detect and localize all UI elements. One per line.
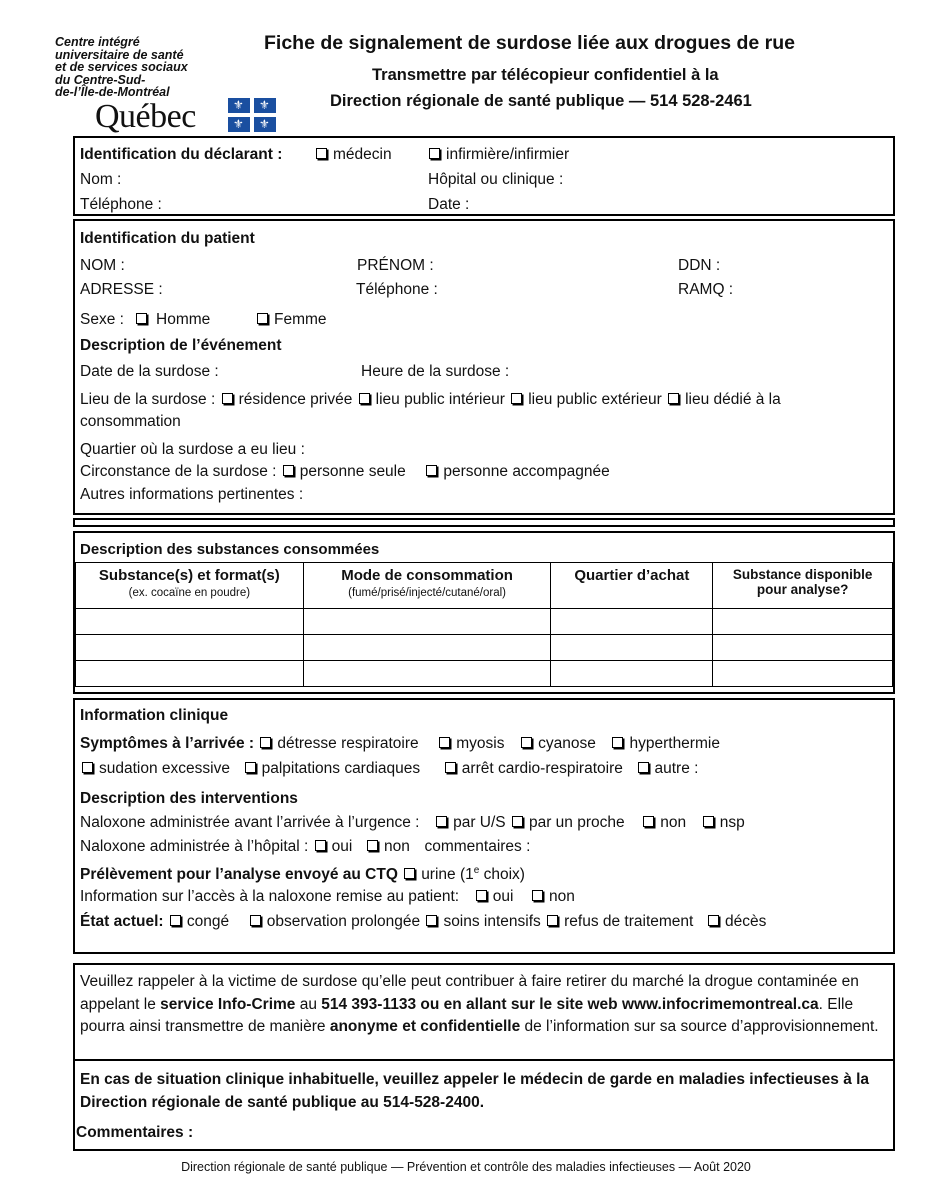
conge-checkbox[interactable]: [170, 915, 181, 926]
circonstance-row: Circonstance de la surdose : personne seule personne accompagnée: [80, 463, 610, 480]
table-header-row: [76, 563, 893, 609]
lieu-surdose-row: Lieu de la surdose : résidence privée lieu public intérieur lieu public extérieur lieu dédié à la: [80, 391, 781, 408]
organization-name: Centre intégré universitaire de santé et de services sociaux du Centre-Sud- de-l’Île-de-Montréal: [55, 35, 188, 99]
patient-ramq-field[interactable]: RAMQ :: [678, 281, 734, 298]
col-disponible: Substance disponible pour analyse?: [713, 563, 893, 609]
patient-ddn-field[interactable]: DDN :: [678, 257, 721, 274]
nsp-checkbox[interactable]: [703, 816, 714, 827]
residence-checkbox[interactable]: [222, 393, 233, 404]
par-us-checkbox[interactable]: [436, 816, 447, 827]
symptomes-row-2: sudation excessive palpitations cardiaques arrêt cardio-respiratoire autre :: [80, 760, 698, 778]
par-proche-checkbox[interactable]: [512, 816, 523, 827]
heure-surdose-field[interactable]: Heure de la surdose :: [361, 363, 510, 380]
dedie-checkbox[interactable]: [668, 393, 679, 404]
medecin-checkbox[interactable]: [316, 148, 327, 159]
seule-checkbox[interactable]: [283, 465, 294, 476]
commentaires-field[interactable]: commentaires :: [424, 838, 531, 855]
myosis-checkbox[interactable]: [439, 737, 450, 748]
cyanose-checkbox[interactable]: [521, 737, 532, 748]
quartier-field[interactable]: Quartier où la surdose a eu lieu :: [80, 441, 305, 458]
substances-table: [75, 562, 893, 687]
table-row[interactable]: [76, 609, 893, 635]
patient-nom-field[interactable]: NOM :: [80, 257, 125, 274]
sexe-label: Sexe :: [80, 311, 124, 328]
sudation-checkbox[interactable]: [82, 762, 93, 773]
col-quartier: Quartier d’achat: [551, 563, 713, 609]
observation-checkbox[interactable]: [250, 915, 261, 926]
naloxone-hopital-row: Naloxone administrée à l’hôpital : oui non commentaires :: [80, 838, 531, 855]
page-title: Fiche de signalement de surdose liée aux drogues de rue: [264, 32, 795, 54]
etat-actuel-row: État actuel: congé observation prolongée soins intensifs refus de traitement décès: [80, 913, 767, 930]
deces-checkbox[interactable]: [708, 915, 719, 926]
autre-checkbox[interactable]: [638, 762, 649, 773]
subtitle-line-1: Transmettre par télécopieur confidentiel à la: [372, 66, 719, 84]
contact-text: En cas de situation clinique inhabituelle, veuillez appeler le médecin de garde en maladies infectieuses à la Direction régionale de santé publique au 514-528-2400.: [80, 1071, 870, 1111]
hyperthermie-checkbox[interactable]: [612, 737, 623, 748]
table-row[interactable]: [76, 635, 893, 661]
interieur-checkbox[interactable]: [359, 393, 370, 404]
femme-checkbox[interactable]: [257, 313, 268, 324]
hopital-oui-checkbox[interactable]: [315, 840, 326, 851]
declarant-telephone-field[interactable]: Téléphone :: [80, 196, 162, 213]
patient-adresse-field[interactable]: ADRESSE :: [80, 281, 163, 298]
declarant-date-field[interactable]: Date :: [428, 196, 470, 213]
avant-non-checkbox[interactable]: [643, 816, 654, 827]
symptomes-row: Symptômes à l’arrivée : détresse respiratoire myosis cyanose hyperthermie: [80, 735, 720, 752]
consommation-label: consommation: [80, 413, 181, 430]
patient-telephone-field[interactable]: Téléphone :: [356, 281, 438, 298]
substances-heading: Description des substances consommées: [80, 541, 380, 558]
info-crime-text: Veuillez rappeler à la victime de surdose qu’elle peut contribuer à faire retirer du marché la drogue contaminée en appelant le service Info-Crime au 514 393-1133 ou en allant sur le site web www.infocrimemontreal.ca. Elle pourra ainsi transmettre de manière anonyme et confidentielle de l’information sur sa source d’approvisionnement.: [80, 973, 879, 1035]
naloxone-avant-row: Naloxone administrée avant l’arrivée à l’urgence : par U/S par un proche non nsp: [80, 814, 745, 831]
medecin-option[interactable]: médecin: [314, 146, 392, 164]
homme-option[interactable]: Homme: [134, 311, 210, 329]
event-heading: Description de l’événement: [80, 337, 282, 354]
femme-option[interactable]: Femme: [255, 311, 327, 329]
patient-prenom-field[interactable]: PRÉNOM :: [357, 257, 434, 274]
arret-checkbox[interactable]: [445, 762, 456, 773]
quebec-wordmark: Québec: [95, 98, 196, 135]
homme-checkbox[interactable]: [136, 313, 147, 324]
hopital-non-checkbox[interactable]: [367, 840, 378, 851]
col-mode: Mode de consommation (fumé/prisé/injecté/cutané/oral): [303, 563, 551, 609]
commentaires-label[interactable]: Commentaires :: [76, 1124, 194, 1141]
page-footer: Direction régionale de santé publique — Prévention et contrôle des maladies infectieuses — Août 2020: [181, 1160, 751, 1174]
urine-checkbox[interactable]: [404, 868, 415, 879]
subtitle-line-2: Direction régionale de santé publique — 514 528-2461: [330, 92, 752, 110]
refus-checkbox[interactable]: [547, 915, 558, 926]
clinique-heading: Information clinique: [80, 707, 229, 724]
soins-checkbox[interactable]: [426, 915, 437, 926]
quebec-flag-icon: ⚜ ⚜ ⚜ ⚜: [228, 98, 276, 132]
infirmiere-checkbox[interactable]: [429, 148, 440, 159]
col-substance: Substance(s) et format(s) (ex. cocaïne en poudre): [76, 563, 304, 609]
interventions-heading: Description des interventions: [80, 790, 298, 807]
prelevement-row: Prélèvement pour l’analyse envoyé au CTQ urine (1e choix): [80, 865, 525, 884]
declarant-nom-field[interactable]: Nom :: [80, 171, 122, 188]
date-surdose-field[interactable]: Date de la surdose :: [80, 363, 219, 380]
detresse-checkbox[interactable]: [260, 737, 271, 748]
infirmiere-option[interactable]: infirmière/infirmier: [427, 146, 569, 164]
acces-naloxone-row: Information sur l’accès à la naloxone remise au patient: oui non: [80, 888, 575, 905]
patient-heading: Identification du patient: [80, 230, 255, 247]
autres-infos-field[interactable]: Autres informations pertinentes :: [80, 486, 304, 503]
hopital-field[interactable]: Hôpital ou clinique :: [428, 171, 564, 188]
acces-non-checkbox[interactable]: [532, 890, 543, 901]
accompagnee-checkbox[interactable]: [426, 465, 437, 476]
separator-bar: [73, 518, 895, 527]
palpitations-checkbox[interactable]: [245, 762, 256, 773]
table-row[interactable]: [76, 661, 893, 687]
exterieur-checkbox[interactable]: [511, 393, 522, 404]
declarant-heading: Identification du déclarant :: [80, 146, 283, 163]
acces-oui-checkbox[interactable]: [476, 890, 487, 901]
